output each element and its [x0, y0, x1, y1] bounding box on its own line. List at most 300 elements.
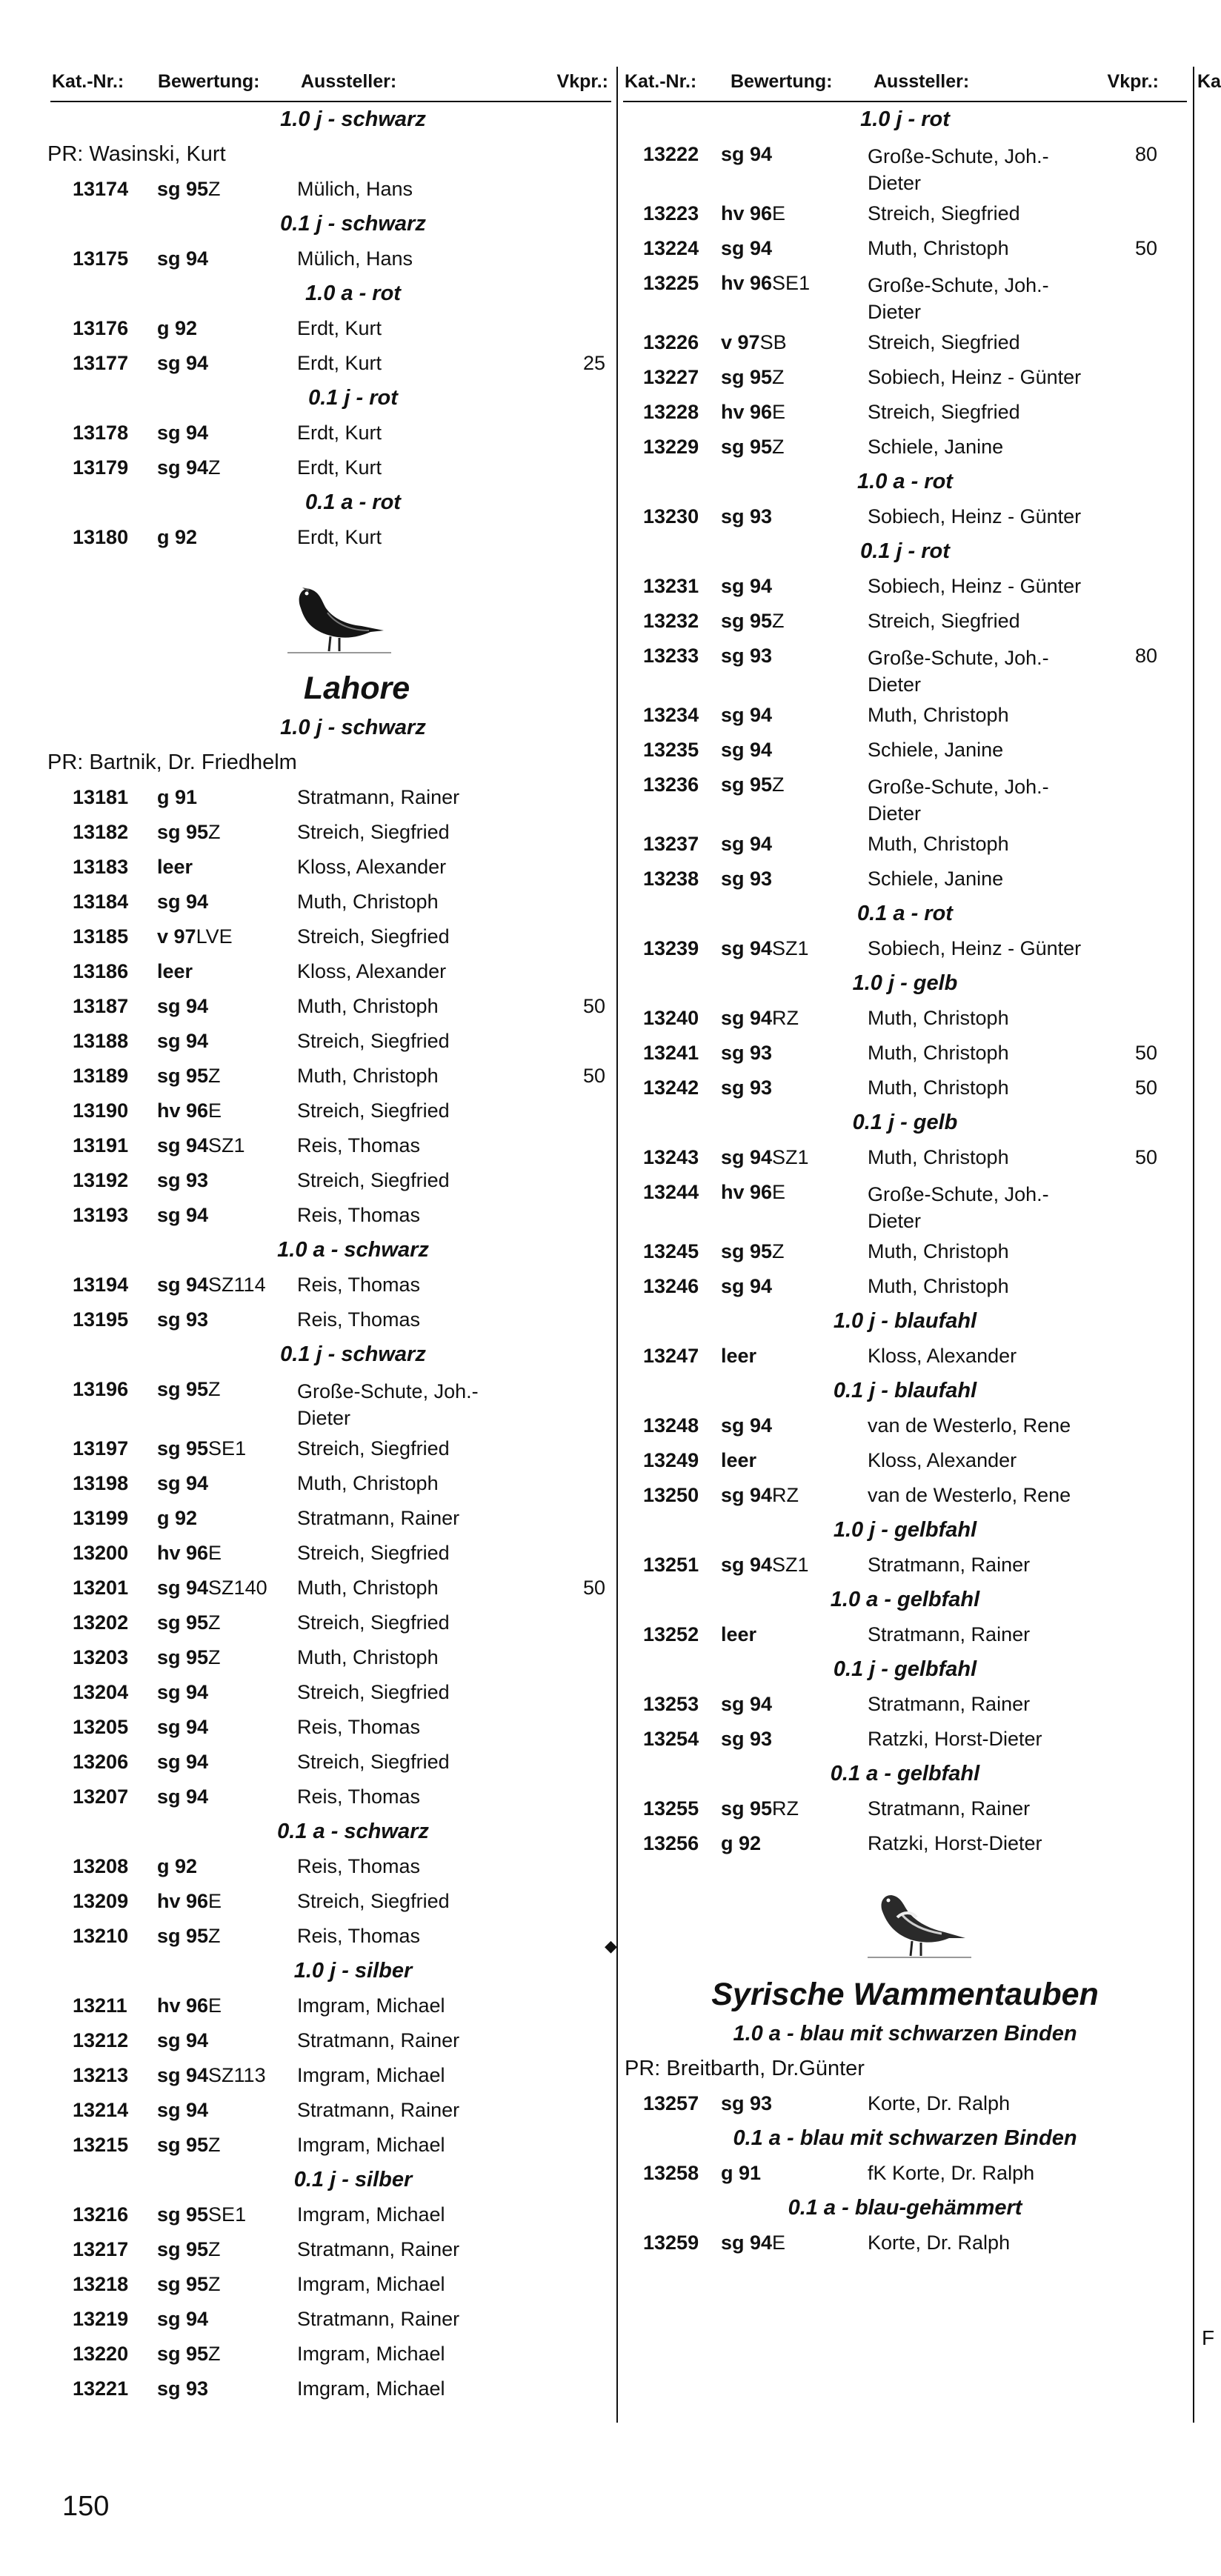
catalog-entry [623, 395, 1187, 430]
entry-award: Z [208, 456, 221, 479]
entry-award: Z [208, 1646, 221, 1668]
breed-title [50, 666, 611, 710]
entry-number: 13253 [643, 1693, 699, 1715]
entry-grade-value: g 92 [721, 1832, 762, 1854]
entry-exhibitor: Stratmann, Rainer [297, 2308, 460, 2330]
entry-grade [157, 422, 208, 445]
entry-grade [157, 2377, 208, 2400]
entry-grade [157, 1751, 208, 1774]
catalog-entry [623, 1036, 1187, 1071]
catalog-entry [50, 520, 611, 555]
entry-grade-value: sg 95 [157, 1611, 209, 1634]
entry-exhibitor: Muth, Christoph [868, 1042, 1009, 1064]
entry-award: E [772, 1181, 786, 1203]
entry-grade [157, 1577, 267, 1600]
entry-grade [157, 2238, 221, 2261]
entry-grade-value: sg 95 [157, 1065, 209, 1087]
entry-exhibitor: Ratzki, Horst-Dieter [868, 1832, 1042, 1854]
catalog-entry [50, 416, 611, 450]
class-heading-text: 0.1 j - schwarz [280, 212, 426, 236]
syrian-pigeon-illustration [845, 1866, 994, 1968]
entry-exhibitor: Muth, Christoph [868, 237, 1009, 259]
class-heading-text: 0.1 j - rot [308, 386, 398, 410]
catalog-entry [50, 1745, 611, 1780]
entry-exhibitor: Sobiech, Heinz - Günter [868, 937, 1082, 959]
entry-exhibitor: Sobiech, Heinz - Günter [868, 575, 1082, 597]
entry-grade-value: sg 95 [721, 1797, 773, 1820]
entry-grade [721, 1693, 772, 1716]
entry-number: 13245 [643, 1240, 699, 1262]
class-heading [623, 2121, 1187, 2156]
entry-grade [157, 2134, 221, 2157]
class-heading [623, 1513, 1187, 1548]
catalog-entry [623, 2226, 1187, 2260]
class-heading [623, 534, 1187, 569]
entry-number: 13191 [73, 1134, 129, 1156]
catalog-entry [623, 137, 1187, 196]
entry-grade-value: sg 94 [721, 704, 773, 726]
class-heading [623, 1105, 1187, 1140]
entry-award: SZ114 [208, 1274, 266, 1296]
catalog-entry [623, 1071, 1187, 1105]
entry-price: 80 [1134, 143, 1157, 165]
entry-grade-value: sg 95 [721, 1240, 773, 1262]
entry-award: Z [772, 366, 785, 388]
entry-exhibitor: Große-Schute, Joh.-Dieter [868, 145, 1049, 194]
catalog-entry [50, 1024, 611, 1059]
entry-number: 13183 [73, 856, 129, 878]
entry-grade-value: sg 95 [721, 436, 773, 458]
entry-award: SZ1 [208, 1134, 245, 1156]
entry-exhibitor: Reis, Thomas [297, 1274, 421, 1296]
catalog-entry [50, 1198, 611, 1233]
catalog-entry [50, 1884, 611, 1919]
class-heading-text: 1.0 j - gelbfahl [833, 1518, 977, 1542]
entry-number: 13225 [643, 272, 699, 294]
entry-number: 13179 [73, 456, 129, 479]
entry-grade-value: g 91 [721, 2162, 762, 2184]
entry-number: 13182 [73, 821, 129, 843]
catalog-entry [623, 360, 1187, 395]
entry-exhibitor: Streich, Siegfried [297, 821, 450, 843]
entry-grade [721, 1449, 756, 1472]
class-heading-text: 1.0 j - gelb [852, 971, 958, 995]
breed-illustration [50, 555, 611, 666]
catalog-entry [50, 311, 611, 346]
entry-grade-value: sg 94 [157, 995, 209, 1017]
entry-exhibitor: Stratmann, Rainer [297, 2029, 460, 2051]
entry-exhibitor: van de Westerlo, Rene [868, 1484, 1071, 1506]
catalog-entry [623, 1478, 1187, 1513]
entry-exhibitor: Muth, Christoph [297, 1065, 439, 1087]
entry-grade [721, 1797, 799, 1820]
catalog-entry [623, 733, 1187, 768]
entry-price: 50 [582, 1065, 605, 1087]
entry-number: 13228 [643, 401, 699, 423]
entry-exhibitor: Streich, Siegfried [297, 1169, 450, 1191]
entry-grade [721, 575, 772, 598]
entry-grade [721, 272, 810, 295]
class-heading-text: 0.1 a - gelbfahl [830, 1762, 980, 1785]
entry-grade-value: sg 94 [157, 352, 209, 374]
entry-grade [157, 925, 233, 948]
entry-exhibitor: Muth, Christoph [868, 1146, 1009, 1168]
entry-grade-value: sg 93 [721, 868, 773, 890]
class-heading [623, 896, 1187, 931]
class-heading-text: 1.0 a - blau mit schwarzen Binden [733, 2022, 1077, 2046]
header-cat-no: Kat.-Nr.: [52, 71, 124, 92]
entry-grade [157, 1204, 208, 1227]
class-heading [623, 1582, 1187, 1617]
entry-grade [157, 1890, 222, 1913]
entry-number: 13219 [73, 2308, 129, 2330]
entry-exhibitor: Schiele, Janine [868, 436, 1004, 458]
catalog-entry [50, 1466, 611, 1501]
entry-grade-value: sg 95 [157, 821, 209, 843]
entry-number: 13237 [643, 833, 699, 855]
left-column [47, 67, 611, 2406]
entry-number: 13216 [73, 2203, 129, 2226]
header-price: Vkpr.: [1107, 71, 1159, 92]
entry-grade-value: sg 95 [157, 1437, 209, 1460]
entry-grade [721, 1275, 772, 1298]
entry-exhibitor: Erdt, Kurt [297, 352, 382, 374]
entry-award: Z [208, 2343, 221, 2365]
entry-grade-value: hv 96 [721, 401, 773, 423]
catalog-entry [623, 1269, 1187, 1304]
entry-grade-value: sg 94 [157, 1472, 209, 1494]
entry-number: 13177 [73, 352, 129, 374]
entry-grade [721, 1007, 799, 1030]
entry-number: 13251 [643, 1554, 699, 1576]
entry-grade-value: sg 93 [157, 2377, 209, 2400]
entry-award: LVE [196, 925, 233, 948]
entry-grade-value: hv 96 [157, 1890, 209, 1912]
entry-number: 13214 [73, 2099, 129, 2121]
entry-number: 13209 [73, 1890, 129, 1912]
class-heading-text: 0.1 a - blau mit schwarzen Binden [733, 2126, 1077, 2150]
entry-price: 25 [582, 352, 605, 374]
entry-grade [157, 317, 197, 340]
entry-grade [721, 366, 785, 389]
entry-grade-value: sg 95 [157, 2238, 209, 2260]
entry-exhibitor: Streich, Siegfried [868, 202, 1020, 224]
class-heading [50, 207, 611, 242]
entry-grade [721, 739, 772, 762]
entry-exhibitor: Streich, Siegfried [297, 925, 450, 948]
header-price: Vkpr.: [556, 71, 608, 92]
entry-grade-value: hv 96 [721, 202, 773, 224]
entry-grade [157, 1065, 221, 1088]
class-heading-text: 1.0 j - schwarz [280, 716, 426, 739]
entry-number: 13192 [73, 1169, 129, 1191]
entry-grade [157, 1994, 222, 2017]
entry-exhibitor: Ratzki, Horst-Dieter [868, 1728, 1042, 1750]
entry-exhibitor: Streich, Siegfried [297, 1751, 450, 1773]
catalog-entry [50, 1302, 611, 1337]
entry-grade-value: sg 93 [721, 1042, 773, 1064]
catalog-entry [623, 639, 1187, 698]
entry-grade-value: sg 94 [721, 833, 773, 855]
entry-grade [721, 505, 772, 528]
entry-number: 13248 [643, 1414, 699, 1437]
entry-grade-value: sg 94 [721, 1007, 773, 1029]
entry-award: E [208, 1099, 222, 1122]
judge-name: PR: Wasinski, Kurt [47, 142, 226, 166]
entry-award: SZ1 [772, 1146, 809, 1168]
entry-number: 13254 [643, 1728, 699, 1750]
entry-grade [157, 1437, 246, 1460]
entry-number: 13176 [73, 317, 129, 339]
entry-grade [721, 1042, 772, 1065]
entry-number: 13174 [73, 178, 129, 200]
entry-number: 13184 [73, 891, 129, 913]
catalog-entry [623, 931, 1187, 966]
catalog-entry [623, 1140, 1187, 1175]
entry-grade [157, 1274, 266, 1297]
entry-grade-value: sg 94 [157, 1681, 209, 1703]
entry-grade-value: hv 96 [157, 1099, 209, 1122]
entry-grade-value: sg 95 [721, 610, 773, 632]
catalog-entry [50, 1988, 611, 2023]
entry-grade [721, 1554, 809, 1577]
entry-number: 13234 [643, 704, 699, 726]
entry-number: 13208 [73, 1855, 129, 1877]
entry-grade-value: hv 96 [721, 272, 773, 294]
entry-grade [721, 1484, 799, 1507]
catalog-entry [623, 231, 1187, 266]
entry-exhibitor: Kloss, Alexander [868, 1345, 1017, 1367]
entry-award: SZ1 [772, 937, 809, 959]
entry-number: 13199 [73, 1507, 129, 1529]
entry-grade-value: sg 94 [157, 1751, 209, 1773]
entry-award: Z [208, 1925, 221, 1947]
entry-number: 13227 [643, 366, 699, 388]
entry-number: 13193 [73, 1204, 129, 1226]
entry-exhibitor: Erdt, Kurt [297, 422, 382, 444]
entry-award: SE1 [772, 272, 811, 294]
entry-grade [157, 995, 208, 1018]
class-heading-text: 1.0 a - gelbfahl [830, 1588, 980, 1611]
entry-number: 13241 [643, 1042, 699, 1064]
entry-grade [721, 331, 787, 354]
entry-number: 13229 [643, 436, 699, 458]
entry-grade-value: sg 95 [157, 1925, 209, 1947]
right-column [623, 67, 1187, 2260]
entry-award: Z [208, 2273, 221, 2295]
entry-number: 13240 [643, 1007, 699, 1029]
entry-exhibitor: Streich, Siegfried [297, 1542, 450, 1564]
entry-grade [157, 2343, 221, 2366]
entry-exhibitor: Sobiech, Heinz - Günter [868, 366, 1082, 388]
entry-grade-value: sg 94 [721, 1414, 773, 1437]
entry-grade-value: sg 95 [721, 773, 773, 796]
class-heading-text: 1.0 j - silber [293, 1959, 413, 1983]
entry-award: RZ [772, 1007, 799, 1029]
class-heading [623, 1374, 1187, 1408]
entry-grade-value: sg 94 [157, 422, 209, 444]
entry-number: 13257 [643, 2092, 699, 2114]
entry-exhibitor: Erdt, Kurt [297, 526, 382, 548]
catalog-entry [623, 430, 1187, 465]
entry-grade-value: sg 94 [157, 1204, 209, 1226]
catalog-entry [623, 1443, 1187, 1478]
entry-grade-value: sg 94 [721, 1484, 773, 1506]
entry-number: 13212 [73, 2029, 129, 2051]
entry-grade [157, 821, 221, 844]
entry-number: 13223 [643, 202, 699, 224]
entry-exhibitor: Große-Schute, Joh.-Dieter [868, 274, 1049, 323]
catalog-entry [50, 2197, 611, 2232]
entry-exhibitor: Erdt, Kurt [297, 456, 382, 479]
entry-number: 13190 [73, 1099, 129, 1122]
entry-price: 50 [1134, 1042, 1157, 1064]
column-divider [616, 67, 618, 2423]
catalog-entry [50, 1640, 611, 1675]
entry-award: RZ [772, 1484, 799, 1506]
entry-award: Z [208, 1611, 221, 1634]
entry-grade-value: sg 94 [157, 891, 209, 913]
catalog-entry [623, 325, 1187, 360]
entry-exhibitor: Imgram, Michael [297, 2273, 445, 2295]
catalog-entry [50, 172, 611, 207]
entry-number: 13224 [643, 237, 699, 259]
entry-exhibitor: Muth, Christoph [297, 891, 439, 913]
entry-grade-value: g 91 [157, 786, 198, 808]
catalog-entry [50, 885, 611, 919]
catalog-entry [50, 2337, 611, 2372]
entry-number: 13202 [73, 1611, 129, 1634]
entry-number: 13196 [73, 1378, 129, 1400]
entry-grade [157, 1925, 221, 1948]
catalog-entry [50, 1094, 611, 1128]
entry-exhibitor: Imgram, Michael [297, 1994, 445, 2017]
entry-exhibitor: Muth, Christoph [868, 704, 1009, 726]
catalog-entry [50, 1536, 611, 1571]
entry-award: Z [772, 436, 785, 458]
class-heading-text: 1.0 a - schwarz [277, 1238, 429, 1262]
entry-exhibitor: Muth, Christoph [868, 833, 1009, 855]
entry-grade [721, 143, 772, 166]
header-exhibitor: Aussteller: [301, 71, 397, 92]
catalog-entry [623, 1791, 1187, 1826]
entry-exhibitor: Muth, Christoph [297, 1472, 439, 1494]
catalog-entry [50, 815, 611, 850]
entry-grade-value: sg 94 [721, 1693, 773, 1715]
entry-exhibitor: Muth, Christoph [868, 1275, 1009, 1297]
entry-number: 13203 [73, 1646, 129, 1668]
entry-grade-value: sg 94 [721, 2231, 773, 2254]
catalog-entry [50, 1431, 611, 1466]
entry-award: Z [772, 610, 785, 632]
class-heading [623, 1757, 1187, 1791]
catalog-entry [623, 1001, 1187, 1036]
entry-award: Z [208, 821, 221, 843]
entry-price: 50 [1134, 1146, 1157, 1168]
entry-number: 13197 [73, 1437, 129, 1460]
entry-exhibitor: Große-Schute, Joh.-Dieter [297, 1380, 479, 1429]
entry-grade [157, 456, 221, 479]
entry-exhibitor: Streich, Siegfried [297, 1099, 450, 1122]
entry-grade [721, 1414, 772, 1437]
catalog-entry [623, 2156, 1187, 2191]
entry-grade-value: sg 95 [157, 2203, 209, 2226]
entry-grade [157, 247, 208, 270]
entry-number: 13204 [73, 1681, 129, 1703]
entry-grade [721, 645, 772, 668]
catalog-entry [50, 954, 611, 989]
entry-grade [157, 1542, 222, 1565]
entry-number: 13187 [73, 995, 129, 1017]
catalog-entry [50, 919, 611, 954]
catalog-entry [50, 2232, 611, 2267]
class-heading [50, 381, 611, 416]
class-heading [623, 2017, 1187, 2051]
entry-grade-value: g 92 [157, 1855, 198, 1877]
catalog-entry [50, 1780, 611, 1814]
entry-exhibitor: Schiele, Janine [868, 868, 1004, 890]
entry-grade-value: leer [721, 1623, 757, 1645]
catalog-entry [50, 346, 611, 381]
entry-award: E [772, 2231, 786, 2254]
entry-number: 13189 [73, 1065, 129, 1087]
entry-price: 50 [582, 1577, 605, 1599]
entry-number: 13244 [643, 1181, 699, 1203]
entry-grade-value: g 92 [157, 317, 198, 339]
entry-grade-value: sg 94 [157, 2029, 209, 2051]
entry-grade-value: sg 95 [157, 2134, 209, 2156]
entry-exhibitor: Streich, Siegfried [868, 331, 1020, 353]
entry-grade [157, 352, 208, 375]
entry-grade [157, 1716, 208, 1739]
catalog-entry [50, 2128, 611, 2163]
entry-award: SZ113 [208, 2064, 266, 2086]
class-heading-text: 0.1 j - rot [860, 539, 950, 563]
entry-grade [157, 2029, 208, 2052]
entry-grade [721, 1076, 772, 1099]
catalog-entry [623, 1175, 1187, 1234]
entry-grade [157, 960, 193, 983]
entry-grade [721, 1345, 756, 1368]
entry-grade [157, 1099, 222, 1122]
entry-exhibitor: Imgram, Michael [297, 2343, 445, 2365]
entry-grade-value: sg 94 [157, 2308, 209, 2330]
entry-number: 13195 [73, 1308, 129, 1331]
entry-award: SB [759, 331, 787, 353]
left-rows [47, 102, 611, 2406]
class-heading-text: 0.1 j - schwarz [280, 1342, 426, 1366]
entry-grade-value: leer [157, 856, 193, 878]
catalog-entry [50, 780, 611, 815]
entry-number: 13207 [73, 1785, 129, 1808]
class-heading-text: 0.1 a - blau-gehämmert [788, 2196, 1022, 2220]
class-heading [50, 1233, 611, 1268]
entry-award: SZ1 [772, 1554, 809, 1576]
entry-exhibitor: Imgram, Michael [297, 2134, 445, 2156]
entry-grade-value: g 92 [157, 1507, 198, 1529]
entry-grade [721, 202, 785, 225]
entry-exhibitor: Reis, Thomas [297, 1855, 421, 1877]
entry-grade [721, 1623, 756, 1646]
catalog-entry [50, 1675, 611, 1710]
entry-grade [157, 1681, 208, 1704]
entry-grade [157, 2308, 208, 2331]
entry-exhibitor: Muth, Christoph [297, 995, 439, 1017]
entry-grade-value: sg 93 [721, 505, 773, 527]
entry-grade-value: sg 93 [721, 2092, 773, 2114]
entry-award: Z [772, 1240, 785, 1262]
catalog-entry [50, 850, 611, 885]
